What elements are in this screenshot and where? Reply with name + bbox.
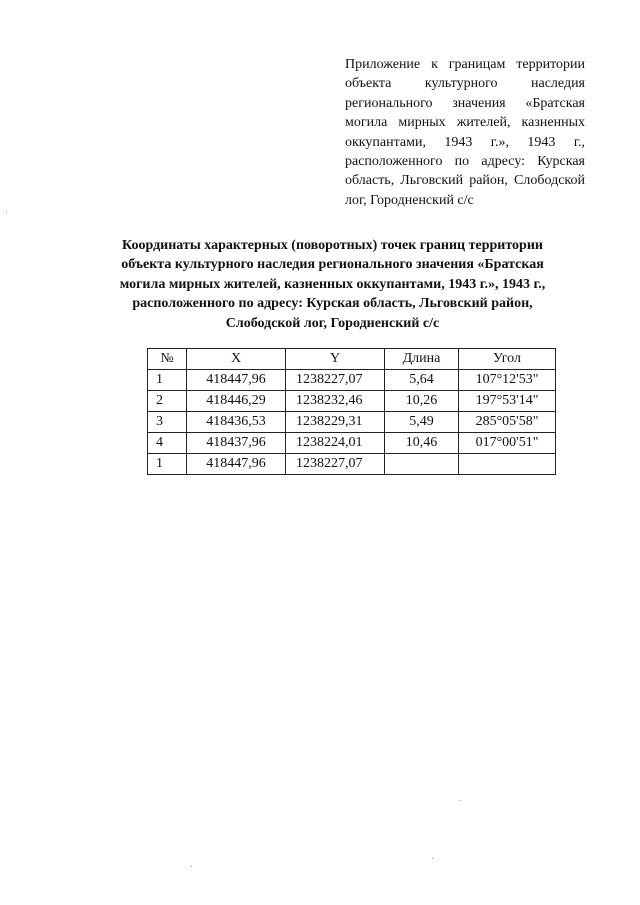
cell-angle: 017°00'51" [459, 433, 556, 454]
cell-angle: 197°53'14" [459, 391, 556, 412]
cell-y: 1238227,07 [286, 454, 385, 475]
header-x: X [187, 349, 286, 370]
scan-speck [191, 866, 192, 867]
appendix-note: Приложение к границам территории объекта культурного наследия регионального значения «Братская могила мирных жителей, казненных оккупантами, 1943 г.», 1943 г., расположенного по адресу: Курская область, Льговский район, Слободской лог, Городненский с/с [345, 57, 585, 208]
scan-speck [6, 212, 7, 213]
header-number: № [148, 349, 187, 370]
cell-number: 1 [148, 454, 187, 475]
cell-y: 1238229,31 [286, 412, 385, 433]
cell-length [385, 454, 459, 475]
coordinates-table [147, 348, 556, 475]
cell-length: 5,64 [385, 370, 459, 391]
cell-y: 1238232,46 [286, 391, 385, 412]
header-length: Длина [385, 349, 459, 370]
cell-x: 418436,53 [187, 412, 286, 433]
table-row [148, 412, 556, 433]
header-y: Y [286, 349, 385, 370]
cell-y: 1238227,07 [286, 370, 385, 391]
cell-y: 1238224,01 [286, 433, 385, 454]
header-angle: Угол [459, 349, 556, 370]
cell-angle: 285°05'58" [459, 412, 556, 433]
cell-number: 2 [148, 391, 187, 412]
cell-length: 10,26 [385, 391, 459, 412]
cell-x: 418437,96 [187, 433, 286, 454]
table-row [148, 391, 556, 412]
cell-x: 418446,29 [187, 391, 286, 412]
cell-angle: 107°12'53" [459, 370, 556, 391]
cell-x: 418447,96 [187, 454, 286, 475]
table-header-row [148, 349, 556, 370]
table-row [148, 433, 556, 454]
cell-x: 418447,96 [187, 370, 286, 391]
cell-length: 10,46 [385, 433, 459, 454]
cell-number: 1 [148, 370, 187, 391]
cell-number: 3 [148, 412, 187, 433]
scan-speck [432, 858, 433, 859]
table-row [148, 370, 556, 391]
cell-angle [459, 454, 556, 475]
cell-number: 4 [148, 433, 187, 454]
scan-speck [459, 800, 460, 801]
cell-length: 5,49 [385, 412, 459, 433]
document-title: Координаты характерных (поворотных) точек границ территории объекта культурного наследия регионального значения «Братская могила мирных жителей, казненных оккупантами, 1943 г.», 1943 г., расположенного по адресу: Курская область, Льговский район, Слободской лог, Городненский с/с [119, 238, 546, 331]
table-row [148, 454, 556, 475]
